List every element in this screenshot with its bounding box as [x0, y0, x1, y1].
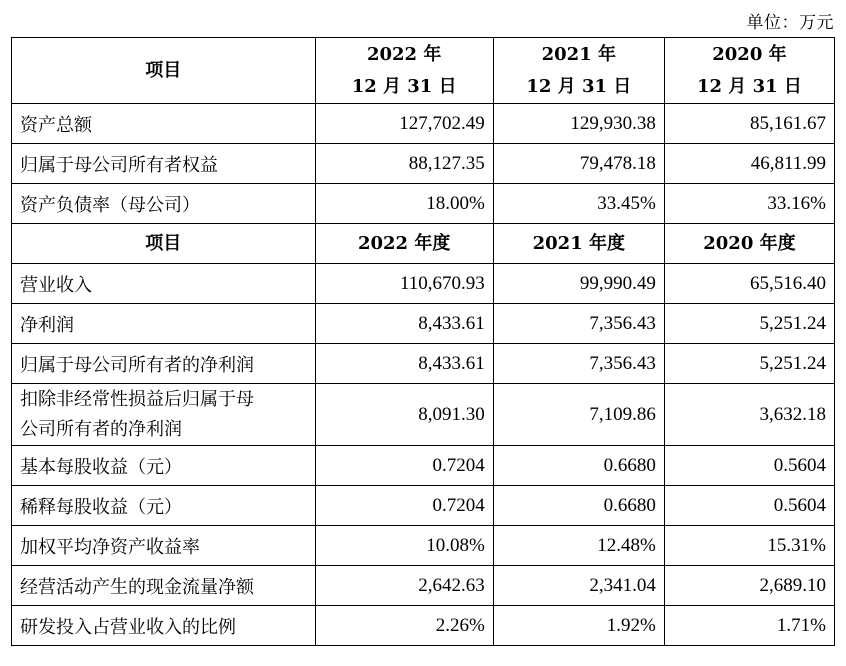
balance-header-row [12, 38, 835, 104]
table-row [12, 344, 835, 384]
cell-2022: 0.7204 [315, 486, 493, 526]
cell-2021: 2,341.04 [493, 566, 664, 606]
table-row [12, 526, 835, 566]
cell-2022: 127,702.49 [315, 104, 493, 144]
row-label: 研发投入占营业收入的比例 [12, 606, 316, 646]
header-item: 项目 [12, 224, 316, 264]
cell-2021: 33.45% [493, 184, 664, 224]
row-label: 资产总额 [12, 104, 316, 144]
row-label-line: 公司所有者的净利润 [20, 418, 182, 440]
cell-2021: 7,356.43 [493, 304, 664, 344]
cell-2020: 5,251.24 [664, 304, 834, 344]
cell-2020: 0.5604 [664, 446, 834, 486]
cell-2020: 2,689.10 [664, 566, 834, 606]
header-date: 12 月 31 日 [351, 75, 457, 97]
row-label: 净利润 [12, 304, 316, 344]
cell-2022: 0.7204 [315, 446, 493, 486]
header-2020-year: 2020 年度 [664, 224, 834, 264]
header-date: 12 月 31 日 [696, 75, 802, 97]
header-2021-date [493, 38, 664, 104]
table-row [12, 144, 835, 184]
header-year: 2020 年 [712, 43, 787, 65]
table-row [12, 486, 835, 526]
header-item: 项目 [12, 38, 316, 104]
cell-2021: 79,478.18 [493, 144, 664, 184]
cell-2021: 129,930.38 [493, 104, 664, 144]
row-label-line: 扣除非经常性损益后归属于母 [20, 388, 254, 410]
cell-2022: 88,127.35 [315, 144, 493, 184]
cell-2021: 12.48% [493, 526, 664, 566]
row-label: 基本每股收益（元） [12, 446, 316, 486]
row-label: 稀释每股收益（元） [12, 486, 316, 526]
unit-label: 单位：万元 [746, 13, 834, 33]
row-label: 经营活动产生的现金流量净额 [12, 566, 316, 606]
table-row [12, 264, 835, 304]
cell-2022: 8,433.61 [315, 344, 493, 384]
header-2020-date [664, 38, 834, 104]
row-label: 归属于母公司所有者权益 [12, 144, 316, 184]
cell-2022: 8,433.61 [315, 304, 493, 344]
table-row [12, 566, 835, 606]
cell-2022: 2.26% [315, 606, 493, 646]
cell-2022: 10.08% [315, 526, 493, 566]
cell-2020: 3,632.18 [664, 384, 834, 446]
cell-2020: 46,811.99 [664, 144, 834, 184]
header-date: 12 月 31 日 [526, 75, 632, 97]
cell-2020: 85,161.67 [664, 104, 834, 144]
cell-2021: 0.6680 [493, 446, 664, 486]
table-row [12, 384, 835, 446]
table-row [12, 304, 835, 344]
row-label [12, 384, 316, 446]
cell-2021: 7,356.43 [493, 344, 664, 384]
cell-2020: 5,251.24 [664, 344, 834, 384]
cell-2021: 7,109.86 [493, 384, 664, 446]
cell-2022: 8,091.30 [315, 384, 493, 446]
cell-2021: 99,990.49 [493, 264, 664, 304]
cell-2020: 15.31% [664, 526, 834, 566]
header-year: 2021 年 [541, 43, 616, 65]
table-row [12, 606, 835, 646]
table-row [12, 184, 835, 224]
header-year: 2022 年 [366, 43, 442, 65]
header-2022-date [315, 38, 493, 104]
cell-2020: 0.5604 [664, 486, 834, 526]
cell-2022: 110,670.93 [315, 264, 493, 304]
header-2021-year: 2021 年度 [493, 224, 664, 264]
row-label: 资产负债率（母公司） [12, 184, 316, 224]
financial-table [11, 37, 835, 646]
cell-2020: 1.71% [664, 606, 834, 646]
cell-2021: 1.92% [493, 606, 664, 646]
table-row [12, 446, 835, 486]
row-label: 营业收入 [12, 264, 316, 304]
row-label: 加权平均净资产收益率 [12, 526, 316, 566]
cell-2022: 2,642.63 [315, 566, 493, 606]
header-2022-year: 2022 年度 [315, 224, 493, 264]
cell-2020: 33.16% [664, 184, 834, 224]
table-row [12, 104, 835, 144]
cell-2021: 0.6680 [493, 486, 664, 526]
cell-2022: 18.00% [315, 184, 493, 224]
cell-2020: 65,516.40 [664, 264, 834, 304]
income-header-row [12, 224, 835, 264]
row-label: 归属于母公司所有者的净利润 [12, 344, 316, 384]
